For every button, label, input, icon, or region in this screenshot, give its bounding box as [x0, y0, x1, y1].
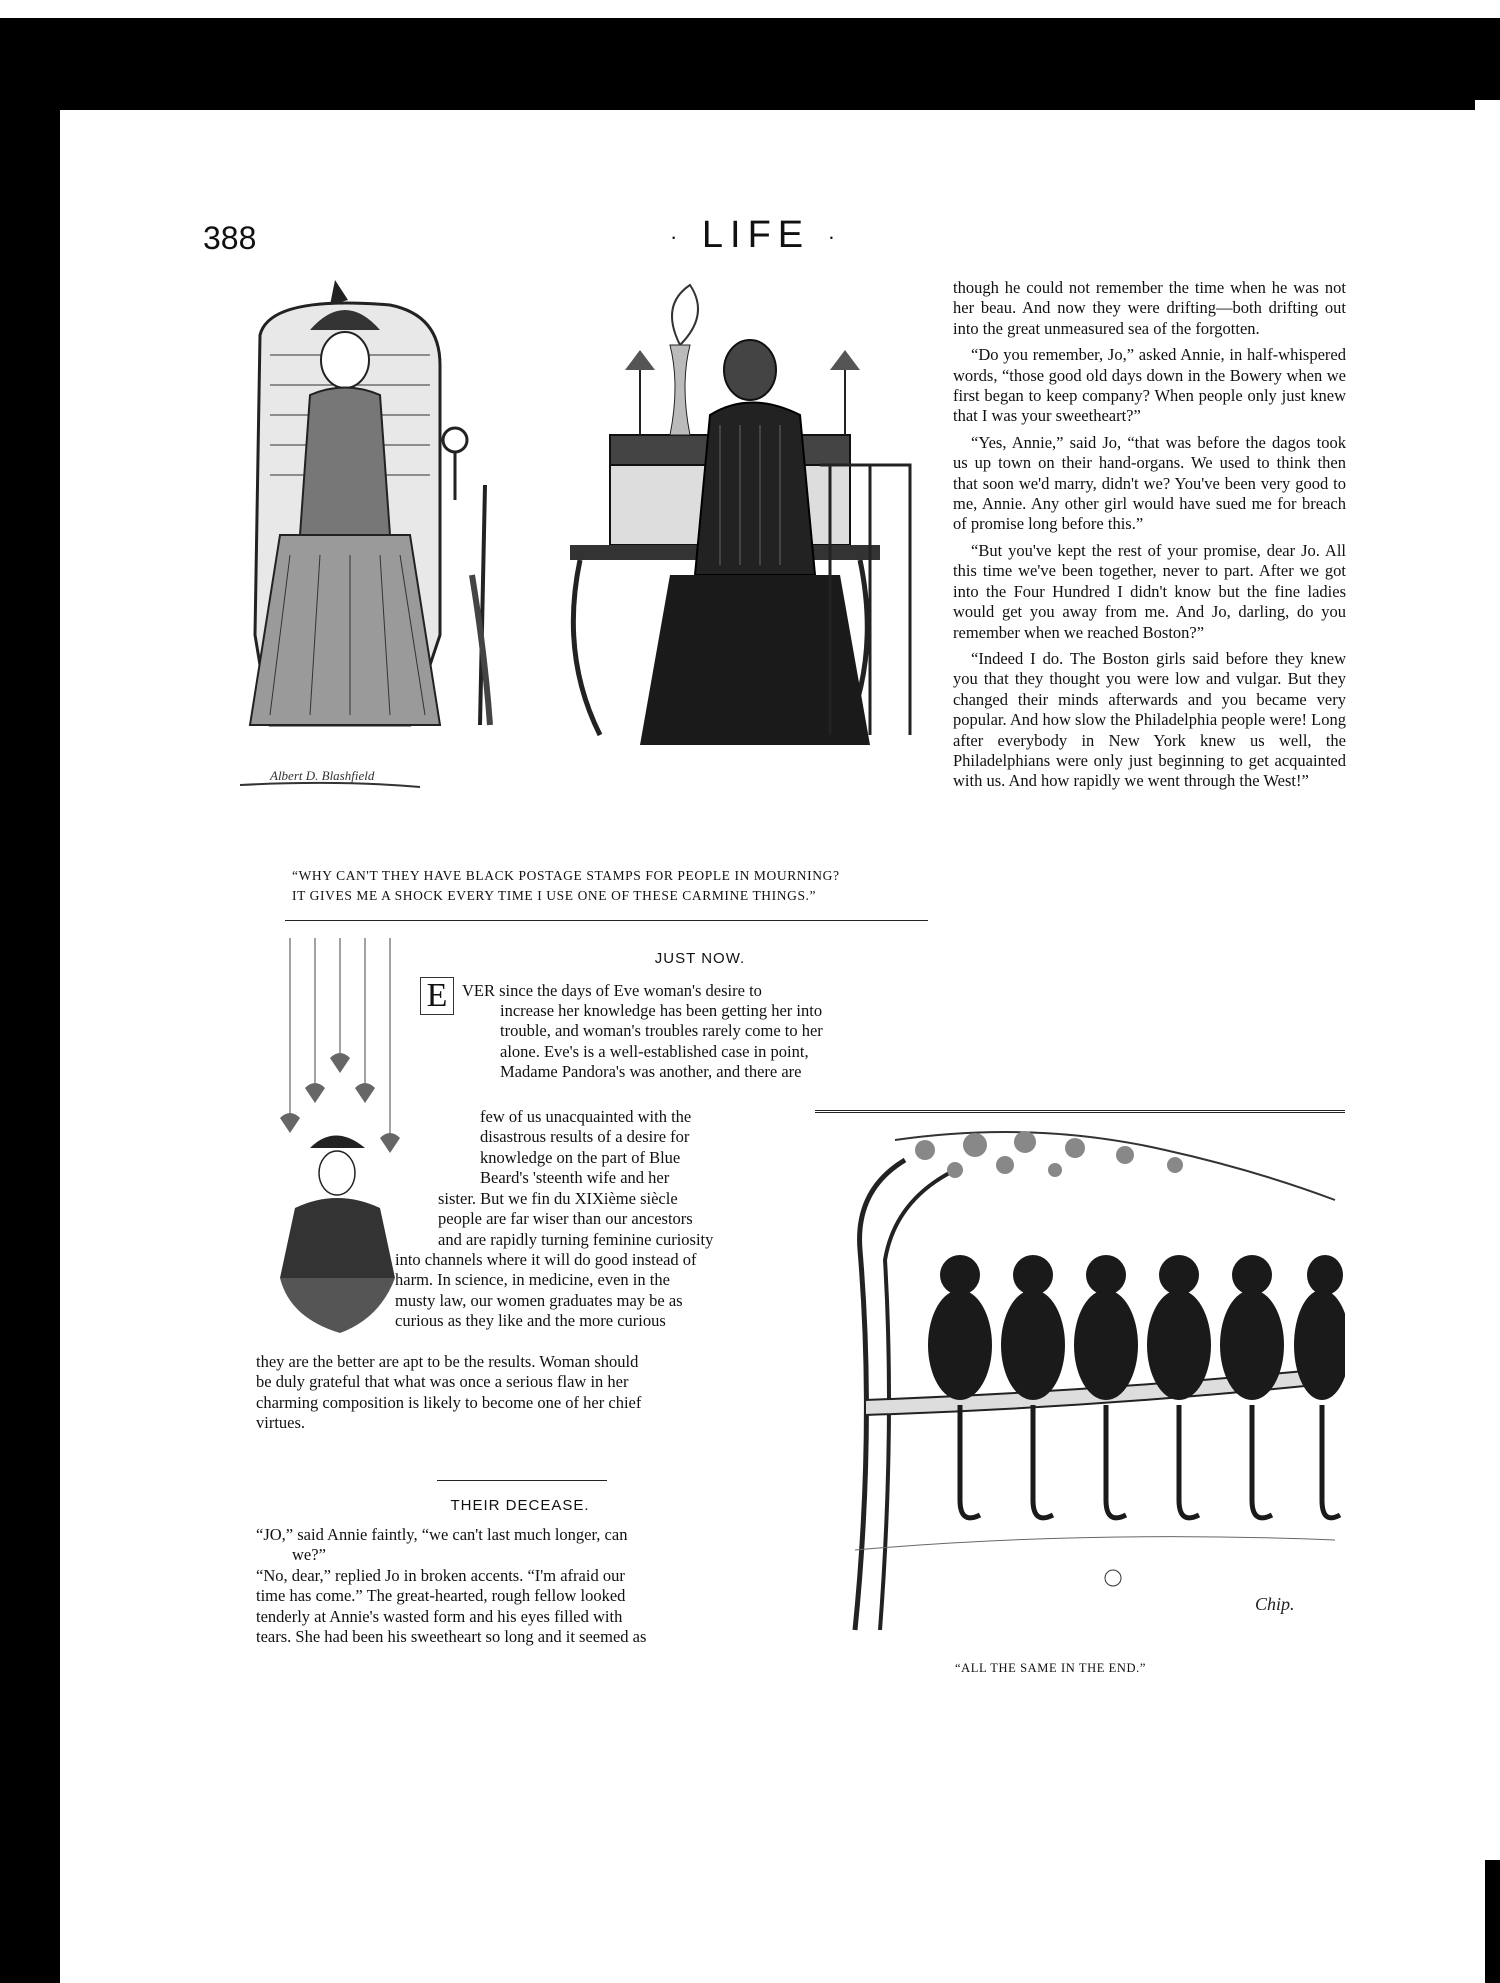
just-now-text-lines-2-5: [500, 1001, 928, 1083]
right-paragraph: “Yes, Annie,” said Jo, “that was before the dagos took us up town on their hand-organs. We used to think then that soon we'd marry, didn't we? You've been very good to me, Annie. Any other girl would have sued me for breach of promise long before this.”: [953, 432, 1346, 534]
masthead-dot-left: ·: [670, 223, 685, 249]
top-cartoon-caption: [292, 866, 840, 906]
top-border-strip: [0, 0, 1500, 18]
text-line: charming composition is likely to become one of her chief: [256, 1392, 642, 1412]
caption-rule: [285, 920, 928, 921]
right-column-text: [953, 278, 1346, 798]
masthead-title: LIFE: [701, 214, 811, 256]
right-paragraph: “Indeed I do. The Boston girls said before they knew you that they thought you were low and vulgar. But they changed their minds afterwards and you became very popular. And how slow the Philadelphia people were! Long after everybody in New York knew us well, the Philadelphians were only just beginning to get acquainted with us. And how rapidly we went through the West!”: [953, 648, 1346, 791]
text-line: increase her knowledge has been getting her into: [500, 1001, 823, 1020]
drop-cap: E: [420, 977, 454, 1015]
caption-line: IT GIVES ME A SHOCK EVERY TIME I USE ONE OF THESE CARMINE THINGS.”: [292, 888, 817, 903]
just-now-text-lines-1-5: [462, 981, 927, 1001]
their-decease-heading: THEIR DECEASE.: [450, 1497, 590, 1514]
text-line: VER since the days of Eve woman's desire to: [462, 981, 762, 1000]
facing-page-edge: [1475, 100, 1500, 1860]
text-line: knowledge on the part of Blue: [480, 1147, 681, 1167]
just-now-text-lines-6-9: [480, 1107, 790, 1189]
top-cartoon-drawing: [240, 275, 920, 835]
just-now-text-lines-10-12: [438, 1189, 798, 1250]
text-line: time has come.” The great-hearted, rough fellow looked: [256, 1586, 626, 1606]
just-now-heading: JUST NOW.: [654, 950, 746, 967]
monkey-cartoon-signature: Chip.: [1255, 1594, 1295, 1614]
monkeys-cartoon-drawing: [835, 1130, 1345, 1640]
text-line: tenderly at Annie's wasted form and his eyes filled with: [256, 1606, 623, 1626]
text-line: people are far wiser than our ancestors: [438, 1209, 693, 1229]
right-paragraph: “But you've kept the rest of your promise, dear Jo. All this time we've been together, never to part. After we got into the Four Hundred I didn't know but the fine ladies would get you away from me. And Jo, darling, do you remember when we reached Boston?”: [953, 540, 1346, 642]
right-paragraph: “Do you remember, Jo,” asked Annie, in half-whispered words, “those good old days down in the Bowery when we first began to keep company? When people only just knew that I was your sweetheart?”: [953, 345, 1346, 426]
text-line: alone. Eve's is a well-established case in point,: [500, 1041, 809, 1061]
text-line: we?”: [292, 1545, 326, 1565]
text-line: curious as they like and the more curious: [395, 1311, 666, 1331]
column-rule: [815, 1110, 1345, 1113]
masthead: [670, 214, 842, 257]
page-number: 388: [203, 220, 257, 256]
text-line: virtues.: [256, 1413, 306, 1433]
text-line: sister. But we fin du XIXième siècle: [438, 1189, 678, 1208]
just-now-text-lines-13-16: [395, 1250, 795, 1332]
text-line: be duly grateful that what was once a serious flaw in her: [256, 1372, 629, 1392]
text-line: Madame Pandora's was another, and there are: [500, 1062, 802, 1082]
text-line: trouble, and woman's troubles rarely come to her: [500, 1021, 823, 1041]
text-line: disastrous results of a desire for: [480, 1127, 690, 1147]
top-cartoon-illustration: [240, 275, 920, 835]
just-now-text-lines-17-20: [256, 1352, 801, 1434]
text-line: “JO,” said Annie faintly, “we can't last much longer, can: [256, 1525, 628, 1544]
watermark-brand: comicbooks.com: [1277, 1941, 1486, 1972]
text-line: and are rapidly turning feminine curiosity: [438, 1229, 714, 1249]
caption-line: “WHY CAN'T THEY HAVE BLACK POSTAGE STAMPS FOR PEOPLE IN MOURNING?: [292, 868, 840, 883]
their-decease-text: [256, 1525, 801, 1647]
artist-signature: Albert D. Blashfield: [270, 768, 375, 783]
right-paragraph: though he could not remember the time when he was not her beau. And now they were drifting—both drifting out into the great unmeasured sea of the forgotten.: [953, 278, 1346, 338]
text-line: they are the better are apt to be the results. Woman should: [256, 1352, 639, 1371]
text-line: “No, dear,” replied Jo in broken accents. “I'm afraid our: [256, 1565, 625, 1585]
monkeys-cartoon-illustration: [835, 1130, 1345, 1640]
masthead-dot-right: ·: [827, 223, 843, 249]
monkey-cartoon-caption: “ALL THE SAME IN THE END.”: [955, 1661, 1147, 1675]
text-line: musty law, our women graduates may be as: [395, 1290, 683, 1310]
text-line: harm. In science, in medicine, even in the: [395, 1270, 670, 1290]
section-divider: [437, 1480, 607, 1481]
text-line: few of us unacquainted with the: [480, 1107, 692, 1126]
text-line: Beard's 'steenth wife and her: [480, 1168, 670, 1188]
text-line: into channels where it will do good instead of: [395, 1250, 697, 1269]
text-line: tears. She had been his sweetheart so long and it seemed as: [256, 1627, 647, 1647]
